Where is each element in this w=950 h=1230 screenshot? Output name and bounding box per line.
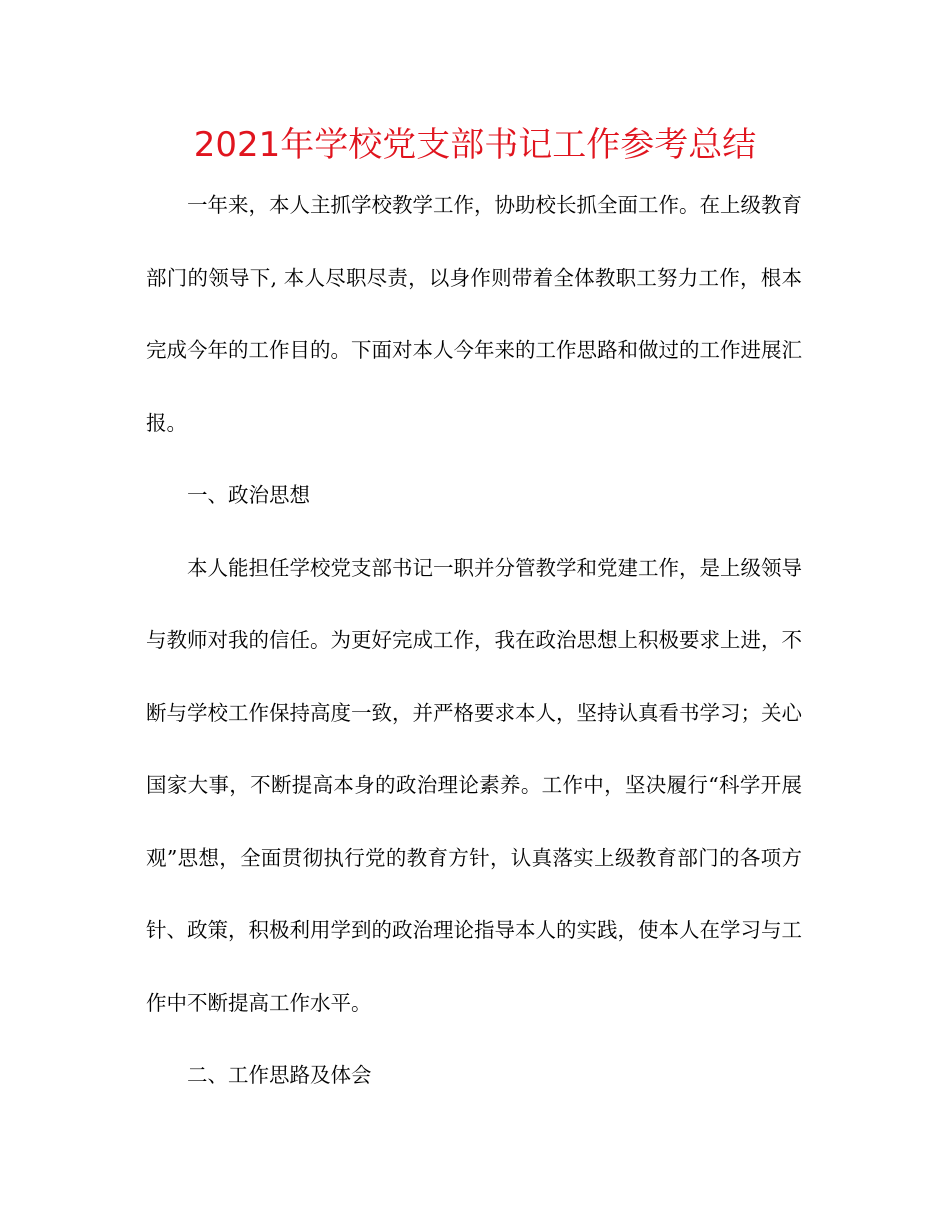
document-title: 2021年学校党支部书记工作参考总结 xyxy=(193,125,757,165)
paragraph-politics: 本人能担任学校党支部书记一职并分管教学和党建工作，是上级领导与教师对我的信任。为更好完成工作，我在政治思想上积极要求上进，不断与学校工作保持高度一致，并严格要求本人，坚持认真看书学习；关心国家大事，不断提高本身的政治理论素养。工作中，坚决履行“科学开展观”思想，全面贯彻执行党的教育方针，认真落实上级教育部门的各项方针、政策，积极利用学到的政治理论指导本人的实践，使本人在学习与工作中不断提高工作水平。 xyxy=(146,555,802,1015)
section-heading-politics: 一、政治思想 xyxy=(187,483,310,507)
paragraph-intro: 一年来，本人主抓学校教学工作，协助校长抓全面工作。在上级教育部门的领导下, 本人尽职尽责，以身作则带着全体教职工努力工作，根本完成今年的工作目的。下面对本人今年来的工作思路和做过的工作进展汇报。 xyxy=(146,193,802,435)
document-body xyxy=(146,169,802,1112)
section-heading-work-ideas: 二、工作思路及体会 xyxy=(187,1063,372,1087)
